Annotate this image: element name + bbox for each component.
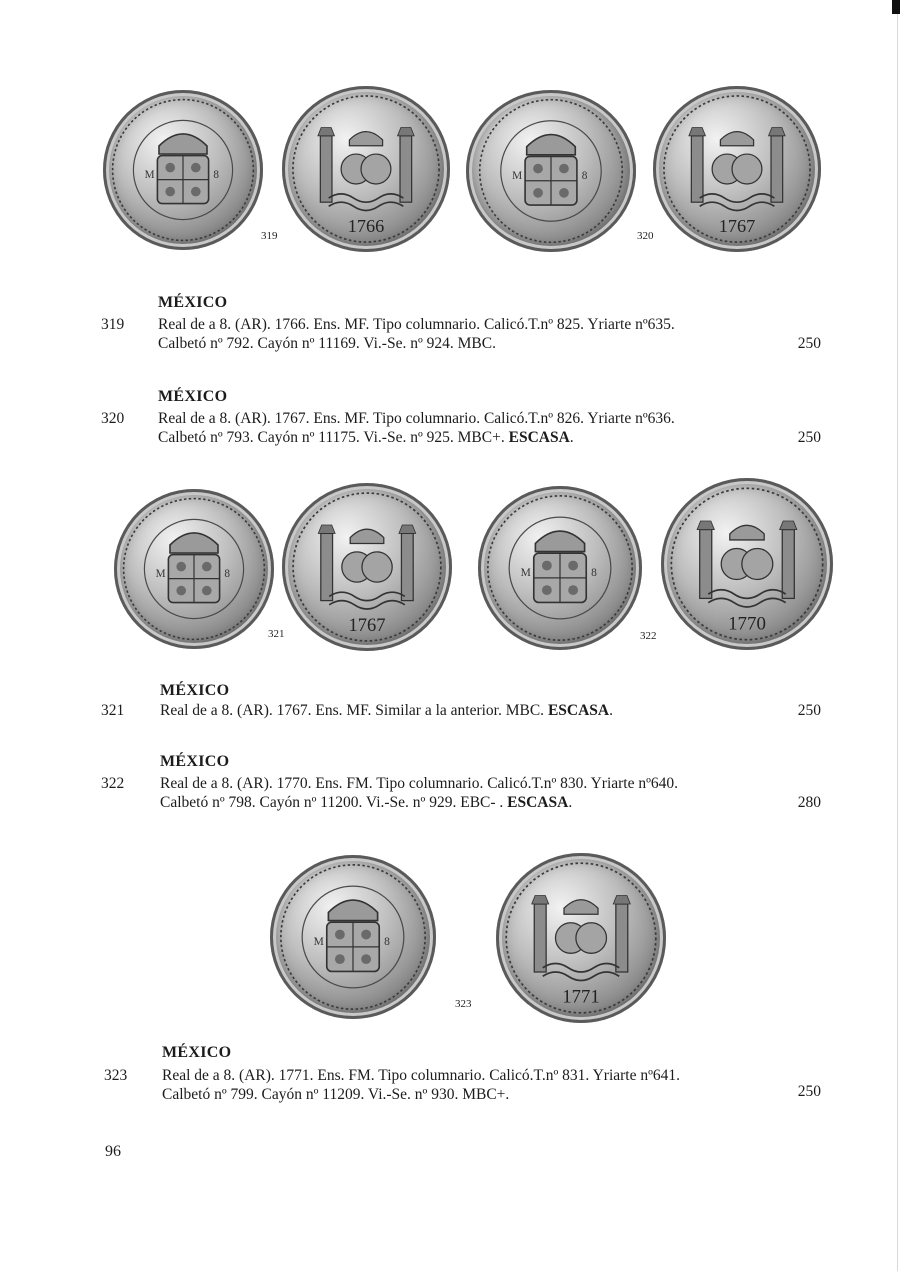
lot-description-line1: Real de a 8. (AR). 1771. Ens. FM. Tipo columnario. Calicó.T.nº 831. Yriarte nº641. bbox=[162, 1067, 681, 1084]
lot-price: 250 bbox=[797, 335, 821, 352]
lot-price: 250 bbox=[797, 702, 821, 719]
image-label-321: 321 bbox=[268, 628, 285, 640]
coin-319-reverse bbox=[282, 86, 450, 252]
lot-price: 250 bbox=[797, 429, 821, 446]
lot-description-line1: Real de a 8. (AR). 1767. Ens. MF. Tipo columnario. Calicó.T.nº 826. Yriarte nº636. bbox=[158, 410, 675, 427]
lot-heading: MÉXICO bbox=[160, 682, 230, 699]
coin-year: 1766 bbox=[347, 216, 385, 237]
lot-number: 319 bbox=[101, 316, 125, 333]
image-label-319: 319 bbox=[261, 230, 278, 242]
coin-year: 1771 bbox=[562, 986, 600, 1008]
scarcity-label: ESCASA bbox=[507, 794, 569, 811]
lot-description-line1: Real de a 8. (AR). 1766. Ens. MF. Tipo columnario. Calicó.T.nº 825. Yriarte nº635. bbox=[158, 316, 675, 333]
coin-year: 1767 bbox=[348, 614, 386, 635]
lot-number: 321 bbox=[101, 702, 125, 719]
lot-price: 250 bbox=[797, 1083, 821, 1100]
lot-description-line2: Calbetó nº 799. Cayón nº 11209. Vi.-Se. nº 930. MBC+. bbox=[162, 1086, 510, 1103]
scarcity-label: ESCASA bbox=[508, 429, 570, 446]
image-label-322: 322 bbox=[640, 630, 657, 642]
lot-description-line2: Calbetó nº 793. Cayón nº 11175. Vi.-Se. nº 925. MBC+. ESCASA. bbox=[158, 429, 574, 446]
image-label-320: 320 bbox=[637, 230, 654, 242]
scarcity-label: ESCASA bbox=[547, 702, 610, 719]
page-number: 96 bbox=[105, 1143, 121, 1160]
coin-322-reverse bbox=[661, 478, 833, 650]
page-edge-line bbox=[897, 14, 898, 1271]
coin-322-obverse bbox=[478, 486, 642, 650]
coin-year: 1767 bbox=[718, 216, 756, 237]
lot-description-line1: Real de a 8. (AR). 1767. Ens. MF. Similar a la anterior. MBC. ESCASA. bbox=[160, 702, 613, 719]
lot-heading: MÉXICO bbox=[160, 753, 230, 770]
lot-description-line2: Calbetó nº 792. Cayón nº 11169. Vi.-Se. nº 924. MBC. bbox=[158, 335, 496, 352]
lot-number: 322 bbox=[101, 775, 125, 792]
page-edge-mark bbox=[892, 0, 900, 14]
image-label-323: 323 bbox=[455, 998, 472, 1010]
coin-323-reverse bbox=[496, 853, 666, 1023]
coin-year: 1770 bbox=[728, 613, 766, 635]
lot-price: 280 bbox=[797, 794, 821, 811]
coin-321-reverse bbox=[282, 483, 452, 651]
lot-heading: MÉXICO bbox=[158, 388, 228, 405]
lot-number: 323 bbox=[104, 1067, 128, 1084]
coin-320-reverse bbox=[653, 86, 821, 252]
lot-description-line2: Calbetó nº 798. Cayón nº 11200. Vi.-Se. nº 929. EBC- . ESCASA. bbox=[160, 794, 573, 811]
lot-number: 320 bbox=[101, 410, 125, 427]
lot-description-line1: Real de a 8. (AR). 1770. Ens. FM. Tipo columnario. Calicó.T.nº 830. Yriarte nº640. bbox=[160, 775, 679, 792]
coin-319-obverse bbox=[103, 90, 263, 250]
coin-320-obverse bbox=[466, 90, 636, 252]
coin-323-obverse bbox=[270, 855, 436, 1019]
lot-heading: MÉXICO bbox=[162, 1044, 232, 1061]
lot-heading: MÉXICO bbox=[158, 294, 228, 311]
coin-321-obverse bbox=[114, 489, 274, 649]
